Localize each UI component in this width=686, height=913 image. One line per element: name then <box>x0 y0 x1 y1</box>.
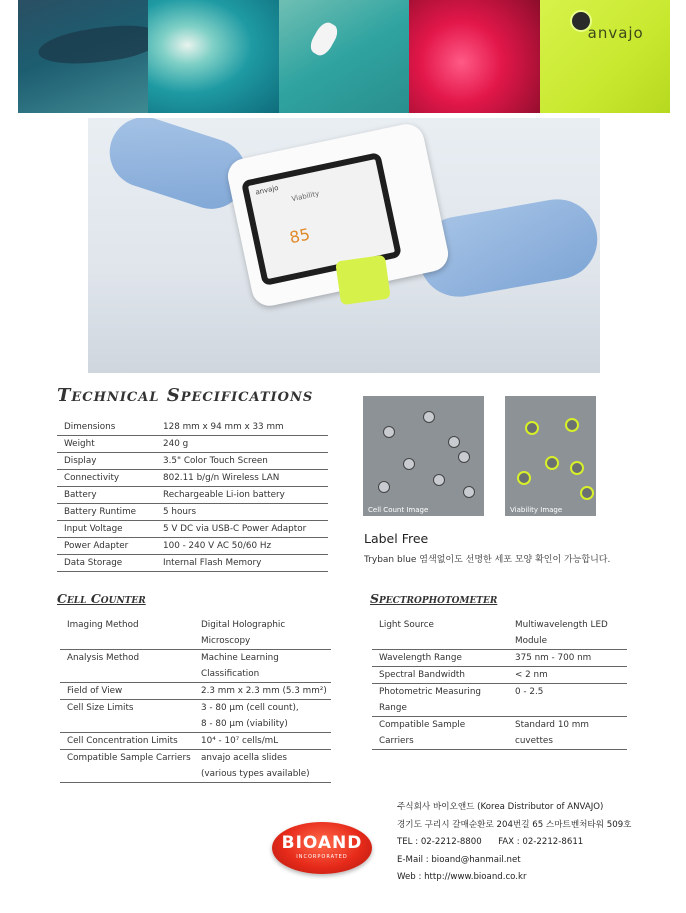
spec-label-line: Data Storage <box>64 558 123 568</box>
contact-web[interactable]: Web : http://www.bioand.co.kr <box>397 872 527 882</box>
cell-counter-row <box>60 750 331 783</box>
bioand-logo-sub: INCORPORATED <box>296 854 348 860</box>
spec-value <box>156 538 328 555</box>
cell-blob <box>383 426 395 438</box>
tech-spec-row <box>57 487 328 504</box>
label-free-title: Label Free <box>364 531 429 546</box>
tech-spec-row <box>57 521 328 538</box>
spec-value <box>194 650 331 683</box>
spec-value-line: Internal Flash Memory <box>163 558 262 568</box>
spec-value <box>508 717 627 750</box>
cell-counter-row <box>60 683 331 700</box>
spec-value <box>156 470 328 487</box>
banner-coral-image <box>409 0 539 113</box>
spec-value <box>156 453 328 470</box>
spec-value <box>194 750 331 783</box>
spec-label <box>60 683 194 700</box>
spec-value-line: (various types available) <box>201 769 310 779</box>
spec-value-line: 5 V DC via USB-C Power Adaptor <box>163 524 307 534</box>
cell-counter-title: Cell Counter <box>57 591 146 606</box>
spec-label-line: Battery <box>64 490 97 500</box>
spec-label <box>372 717 508 750</box>
cell-blob <box>463 486 475 498</box>
cell-counter-table <box>60 617 331 783</box>
banner-whale-image <box>18 0 148 113</box>
spec-value <box>156 436 328 453</box>
device-brand: anvajo <box>254 183 280 197</box>
spec-label-line: Imaging Method <box>67 620 139 630</box>
spec-value-line: < 2 nm <box>515 670 548 680</box>
spec-label-line: Display <box>64 456 97 466</box>
viability-image <box>505 396 596 516</box>
cell-blob <box>378 481 390 493</box>
spec-label-line: Input Voltage <box>64 524 123 534</box>
spec-label <box>60 650 194 683</box>
label-free-description: Tryban blue 염색없이도 선명한 세포 모양 확인이 가능합니다. <box>364 555 611 565</box>
tech-spec-row <box>57 555 328 572</box>
spectrophotometer-row <box>372 650 627 667</box>
viable-cell <box>517 471 531 485</box>
spec-value-line: 3.5" Color Touch Screen <box>163 456 268 466</box>
spec-label <box>372 684 508 717</box>
bioand-logo <box>272 822 372 874</box>
cell-counter-row <box>60 733 331 750</box>
spec-value-line: Rechargeable Li-ion battery <box>163 490 285 500</box>
spec-value <box>156 504 328 521</box>
cell-count-image <box>363 396 484 516</box>
spec-label <box>60 733 194 750</box>
banner-boat-image <box>279 0 409 113</box>
spec-value <box>194 733 331 750</box>
spec-value-line: Microscopy <box>201 636 251 646</box>
viable-cell <box>525 421 539 435</box>
spec-label-line: Light Source <box>379 620 434 630</box>
tech-specs-table <box>57 419 328 572</box>
spec-value-line: anvajo acella slides <box>201 753 287 763</box>
cell-blob <box>423 411 435 423</box>
cell-counter-row <box>60 617 331 650</box>
spec-label-line: Cell Concentration Limits <box>67 736 178 746</box>
spec-label-line: Compatible Sample Carriers <box>67 753 191 763</box>
spec-label-line: Carriers <box>379 736 414 746</box>
spec-value <box>508 617 627 650</box>
cell-blob <box>458 451 470 463</box>
spec-label-line: Wavelength Range <box>379 653 462 663</box>
contact-company: 주식회사 바이오앤드 (Korea Distributor of ANVAJO) <box>397 802 604 812</box>
spectrophotometer-table <box>372 617 627 750</box>
spec-value-line: 0 - 2.5 <box>515 687 544 697</box>
contact-block <box>397 799 631 887</box>
device-reading: 85 <box>287 224 312 248</box>
spec-label-line: Photometric Measuring <box>379 687 481 697</box>
top-banner <box>18 0 670 113</box>
spec-value-line: Multiwavelength LED <box>515 620 608 630</box>
tech-spec-row <box>57 504 328 521</box>
spec-label <box>57 419 156 436</box>
spec-label-line: Power Adapter <box>64 541 129 551</box>
device-lime-panel <box>335 255 391 306</box>
spec-value-line: 3 - 80 μm (cell count), <box>201 703 299 713</box>
spectrophotometer-row <box>372 717 627 750</box>
spectrophotometer-title: Spectrophotometer <box>370 591 498 606</box>
spec-label-line: Spectral Bandwidth <box>379 670 465 680</box>
tech-spec-row <box>57 470 328 487</box>
spec-value-line: cuvettes <box>515 736 553 746</box>
contact-phone: TEL : 02-2212-8800 FAX : 02-2212-8611 <box>397 837 584 847</box>
viable-cell <box>545 456 559 470</box>
spec-value-line: 5 hours <box>163 507 197 517</box>
spec-value <box>508 667 627 684</box>
spec-label <box>57 453 156 470</box>
spec-label <box>57 521 156 538</box>
boat-shape <box>307 19 341 58</box>
spec-value <box>194 700 331 733</box>
product-photo <box>88 118 600 373</box>
tech-spec-row <box>57 453 328 470</box>
spec-label-line: Field of View <box>67 686 123 696</box>
viability-caption: Viability Image <box>510 506 563 514</box>
spec-value-line: 802.11 b/g/n Wireless LAN <box>163 473 280 483</box>
spectrophotometer-row <box>372 667 627 684</box>
spec-label-line: Dimensions <box>64 422 116 432</box>
spec-value-line: 8 - 80 μm (viability) <box>201 719 288 729</box>
spec-label-line: Range <box>379 703 407 713</box>
spec-value-line: Classification <box>201 669 260 679</box>
spec-label-line: Cell Size Limits <box>67 703 134 713</box>
cell-blob <box>433 474 445 486</box>
spec-value-line: 128 mm x 94 mm x 33 mm <box>163 422 284 432</box>
cell-blob <box>448 436 460 448</box>
cell-counter-row <box>60 650 331 683</box>
spec-value-line: Digital Holographic <box>201 620 286 630</box>
spec-value <box>156 555 328 572</box>
spec-label-line: Compatible Sample <box>379 720 466 730</box>
spec-label-line: Connectivity <box>64 473 120 483</box>
contact-address: 경기도 구리시 갈매순환로 204번길 65 스마트벤처타워 509호 <box>397 819 632 830</box>
spectrophotometer-row <box>372 617 627 650</box>
spec-value-line: 10⁴ - 10⁷ cells/mL <box>201 736 279 746</box>
spec-value-line: Standard 10 mm <box>515 720 589 730</box>
spec-label <box>60 750 194 783</box>
spec-label <box>372 650 508 667</box>
spec-value <box>508 650 627 667</box>
spec-label <box>57 538 156 555</box>
spec-label-line: Analysis Method <box>67 653 140 663</box>
spec-value <box>156 487 328 504</box>
spec-label <box>57 555 156 572</box>
spec-label <box>60 617 194 650</box>
device-screen-title: Viability <box>290 189 320 204</box>
spec-label-line: Battery Runtime <box>64 507 137 517</box>
whale-shape <box>37 22 149 68</box>
spec-label <box>57 436 156 453</box>
banner-frog-image <box>540 0 670 113</box>
spec-value-line: 240 g <box>163 439 189 449</box>
spec-value-line: 2.3 mm x 2.3 mm (5.3 mm²) <box>201 686 327 696</box>
spec-label <box>372 617 508 650</box>
bioand-logo-name: BIOAND <box>281 833 363 853</box>
brand-logo-text: anvajo <box>587 24 644 42</box>
spec-value <box>194 683 331 700</box>
tech-spec-row <box>57 436 328 453</box>
spec-label <box>372 667 508 684</box>
spec-value <box>194 617 331 650</box>
spec-label <box>57 487 156 504</box>
spec-label <box>60 700 194 733</box>
cell-counter-row <box>60 700 331 733</box>
viable-cell <box>570 461 584 475</box>
spec-value-line: Machine Learning <box>201 653 279 663</box>
cell-count-caption: Cell Count Image <box>368 506 429 514</box>
spec-value-line: Module <box>515 636 547 646</box>
spec-label <box>57 504 156 521</box>
spec-value <box>156 521 328 538</box>
spec-value-line: 100 - 240 V AC 50/60 Hz <box>163 541 272 551</box>
banner-wave-image <box>148 0 278 113</box>
viable-cell <box>580 486 594 500</box>
viable-cell <box>565 418 579 432</box>
spec-label-line: Weight <box>64 439 95 449</box>
contact-email[interactable]: E-Mail : bioand@hanmail.net <box>397 854 521 865</box>
spec-label <box>57 470 156 487</box>
spec-value-line: 375 nm - 700 nm <box>515 653 592 663</box>
spec-value <box>156 419 328 436</box>
spectrophotometer-row <box>372 684 627 717</box>
tech-spec-row <box>57 419 328 436</box>
tech-specs-title: Technical Specifications <box>57 385 314 406</box>
spec-value <box>508 684 627 717</box>
cell-blob <box>403 458 415 470</box>
tech-spec-row <box>57 538 328 555</box>
